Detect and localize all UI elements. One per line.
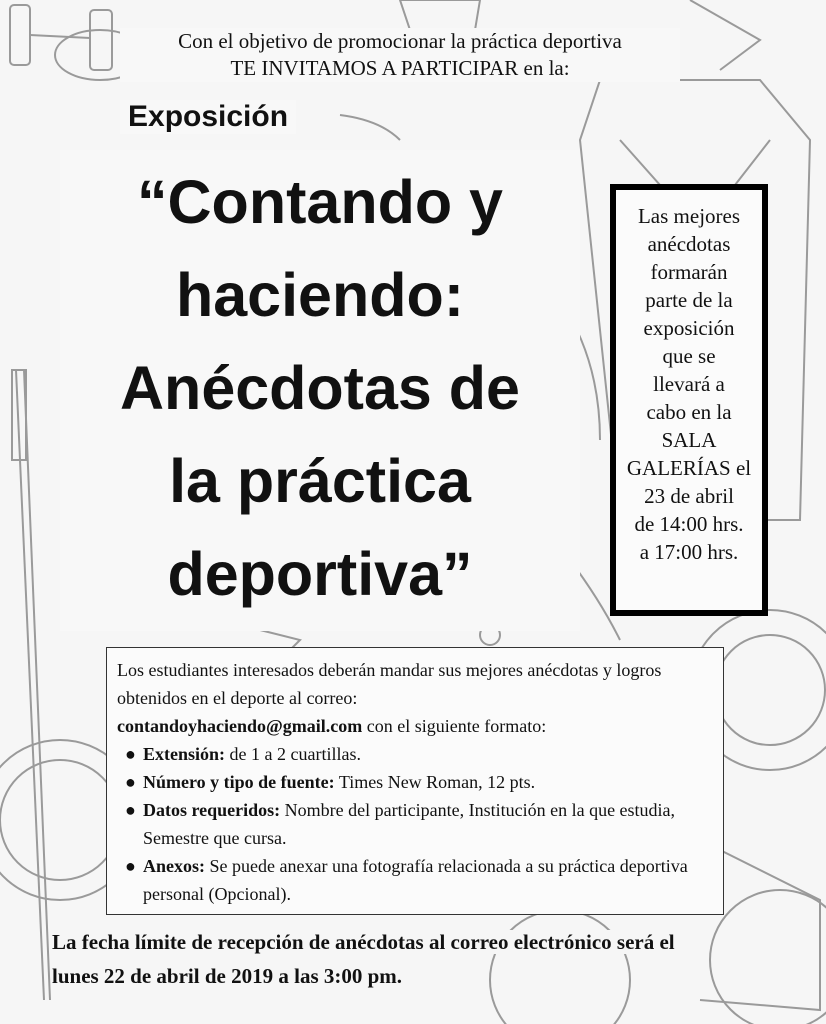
- intro-line-1: Con el objetivo de promocionar la práctica deportiva: [178, 29, 622, 53]
- deadline-line-2: [52, 959, 802, 993]
- side-box-line: GALERÍAS el: [626, 456, 752, 480]
- side-box-line: llevará a: [653, 372, 725, 396]
- side-box-line: que se: [662, 344, 716, 368]
- item-text: Se puede anexar una fotografía relacionada a su práctica deportiva personal (Opcional).: [143, 856, 688, 904]
- title-line: la práctica: [169, 447, 471, 515]
- submission-instructions-box: [106, 647, 724, 915]
- side-box-line: a 17:00 hrs.: [639, 540, 739, 564]
- side-box-line: parte de la: [645, 288, 733, 312]
- intro-line-2: [120, 55, 680, 82]
- intro-text: [120, 28, 680, 82]
- bullet-icon: ●: [125, 772, 136, 792]
- title-line: Anécdotas de: [120, 354, 520, 422]
- event-title: [60, 150, 580, 631]
- event-label: Exposición: [120, 100, 296, 134]
- item-label: Extensión:: [143, 744, 226, 764]
- side-box-line: exposición: [643, 316, 735, 340]
- item-text: Times New Roman, 12 pts.: [334, 772, 536, 792]
- bullet-icon: ●: [125, 744, 136, 764]
- bullet-icon: ●: [125, 856, 136, 876]
- contact-email[interactable]: contandoyhaciendo@gmail.com: [117, 716, 363, 736]
- deadline-text: La fecha límite de recepción de anécdotas al correo electrónico será el: [52, 930, 675, 954]
- invitation-emphasis: TE INVITAMOS A PARTICIPAR: [230, 56, 519, 80]
- side-box-line: formarán: [650, 260, 728, 284]
- item-label: Datos requeridos:: [143, 800, 281, 820]
- item-label: Número y tipo de fuente:: [143, 772, 335, 792]
- deadline-notice: [52, 925, 802, 993]
- format-text: con el siguiente formato:: [362, 716, 547, 736]
- side-box-line: 23 de abril: [644, 484, 734, 508]
- side-box-line: SALA: [661, 428, 717, 452]
- format-item-extension: [117, 740, 713, 768]
- item-label: Anexos:: [143, 856, 205, 876]
- exhibition-info-box: [610, 184, 768, 616]
- invitation-rest: en la:: [518, 56, 570, 80]
- title-line: deportiva”: [167, 540, 473, 608]
- instructions-intro: Los estudiantes interesados deberán mandar sus mejores anécdotas y logros obtenidos en el deporte al correo:: [117, 660, 662, 708]
- side-box-line: de 14:00 hrs.: [634, 512, 744, 536]
- title-line: “Contando y: [137, 168, 503, 236]
- format-item-data: [117, 796, 713, 852]
- item-text: Nombre del participante, Institución en la que estudia, Semestre que cursa.: [143, 800, 676, 848]
- bullet-icon: ●: [125, 800, 136, 820]
- deadline-date: lunes 22 de abril de 2019 a las 3:00 pm.: [52, 964, 403, 988]
- side-box-line: cabo en la: [646, 400, 732, 424]
- title-line: haciendo:: [175, 261, 465, 329]
- item-text: de 1 a 2 cuartillas.: [225, 744, 361, 764]
- deadline-line-1: [52, 925, 802, 959]
- side-box-line: anécdotas: [647, 232, 731, 256]
- side-box-line: Las mejores: [637, 204, 741, 228]
- email-line: [117, 712, 713, 740]
- format-list: [117, 740, 713, 908]
- format-item-font: [117, 768, 713, 796]
- format-item-annexes: [117, 852, 713, 908]
